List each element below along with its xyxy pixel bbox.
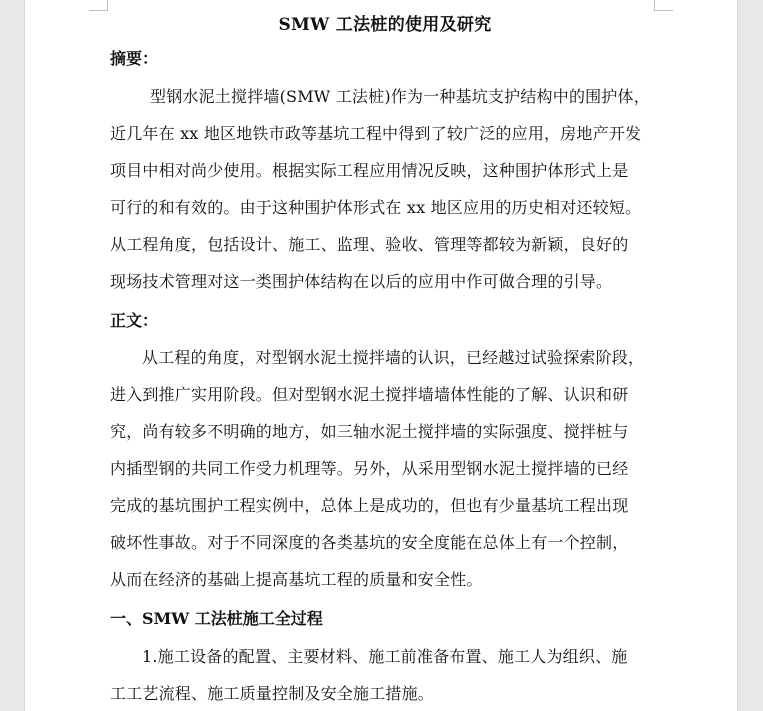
abstract-line: 可行的和有效的。由于这种围护体形式在 xx 地区应用的历史相对还较短。 xyxy=(110,198,642,217)
document-title: SMW 工法桩的使用及研究 xyxy=(278,15,492,35)
body-line: 进入到推广实用阶段。但对型钢水泥土搅拌墙墙体性能的了解、认识和研 xyxy=(110,385,629,404)
abstract-line: 近几年在 xx 地区地铁市政等基坑工程中得到了较广泛的应用，房地产开发 xyxy=(110,124,642,143)
section-line: 工工艺流程、施工质量控制及安全施工措施。 xyxy=(110,684,435,703)
body-line: 完成的基坑围护工程实例中，总体上是成功的，但也有少量基坑工程出现 xyxy=(110,496,629,515)
body-line: 从而在经济的基础上提高基坑工程的质量和安全性。 xyxy=(110,570,483,589)
body-heading: 正文： xyxy=(110,311,159,330)
section-heading: 一、SMW 工法桩施工全过程 xyxy=(110,609,323,628)
abstract-line: 型钢水泥土搅拌墙(SMW 工法桩)作为一种基坑支护结构中的围护体， xyxy=(150,87,650,106)
abstract-heading: 摘要： xyxy=(110,49,159,68)
document-page xyxy=(24,0,738,711)
abstract-line: 现场技术管理对这一类围护体结构在以后的应用中作可做合理的引导。 xyxy=(110,272,613,291)
body-line: 破坏性事故。对于不同深度的各类基坑的安全度能在总体上有一个控制， xyxy=(110,533,629,552)
section-line: 1.施工设备的配置、主要材料、施工前准备布置、施工人为组织、施 xyxy=(142,647,628,666)
abstract-line: 从工程角度，包括设计、施工、监理、验收、管理等都较为新颖，良好的 xyxy=(110,235,629,254)
body-line: 从工程的角度，对型钢水泥土搅拌墙的认识，已经越过试验探索阶段， xyxy=(142,348,645,367)
crop-mark-top-left xyxy=(89,0,108,11)
body-line: 内插型钢的共同工作受力机理等。另外，从采用型钢水泥土搅拌墙的已经 xyxy=(110,459,629,478)
body-line: 究，尚有较多不明确的地方，如三轴水泥土搅拌墙的实际强度、搅拌桩与 xyxy=(110,422,629,441)
abstract-line: 项目中相对尚少使用。根据实际工程应用情况反映，这种围护体形式上是 xyxy=(110,161,629,180)
